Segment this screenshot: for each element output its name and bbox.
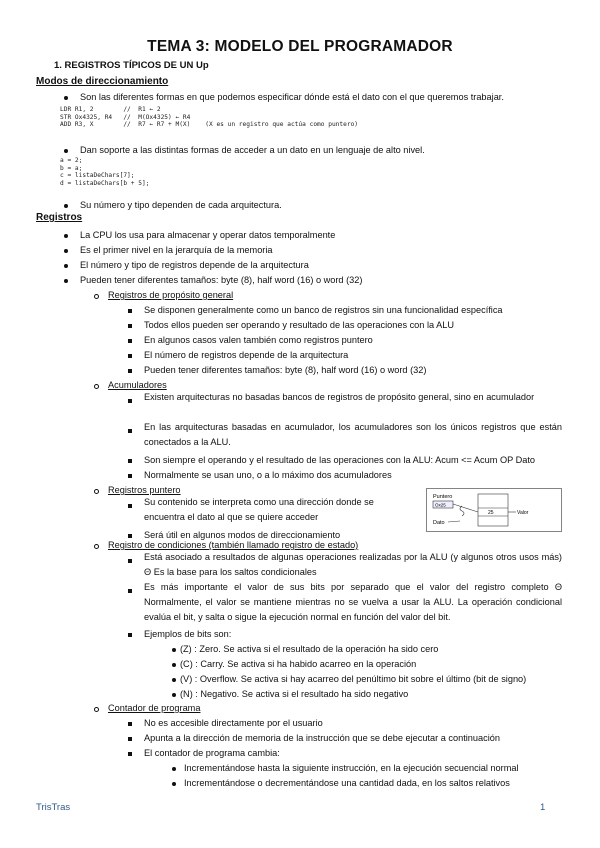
flag-bit-item: (N) : Negativo. Se activa si el resultado ha sido negativo: [180, 689, 409, 699]
puntero-item: Su contenido se interpreta como una dirección donde se encuentra el dato al que se quiere acceder: [144, 497, 374, 522]
condiciones-item: Ejemplos de bits son:: [144, 629, 232, 639]
contador-item: No es accesible directamente por el usuario: [144, 718, 323, 728]
proposito-item: Todos ellos pueden ser operando y resultado de las operaciones con la ALU: [144, 320, 455, 330]
bullet: [172, 693, 176, 697]
square-bullet: [128, 369, 132, 373]
diagram-label-puntero: Puntero: [433, 494, 453, 500]
code-line: ADD R3, X // R7 ← R7 + M(X) (X es un registro que actúa como puntero): [60, 121, 359, 128]
registros-item: La CPU los usa para almacenar y operar datos temporalmente: [80, 230, 336, 240]
diagram-cell-value: 25: [488, 510, 494, 516]
acumuladores-item: Son siempre el operando y el resultado de las operaciones con la ALU: Acum <= Acum OP Dato: [144, 455, 536, 465]
code-block-2: [60, 157, 149, 187]
heading-acumuladores: Acumuladores: [108, 380, 167, 390]
modos-item: Su número y tipo dependen de cada arquitectura.: [80, 200, 282, 210]
proposito-item: Pueden tener diferentes tamaños: byte (8), half word (16) o word (32): [144, 365, 427, 375]
square-bullet: [128, 722, 132, 726]
square-bullet: [128, 589, 132, 593]
bullet: [64, 149, 68, 153]
section-subtitle: 1. REGISTROS TÍPICOS DE UN Up: [54, 60, 209, 71]
square-bullet: [128, 459, 132, 463]
bullet: [64, 204, 68, 208]
square-bullet: [128, 324, 132, 328]
contador-sub-item: Incrementándose o decrementándose una cantidad dada, en los saltos relativos: [184, 778, 510, 788]
bullet: [172, 648, 176, 652]
code-line: a = 2;: [60, 157, 83, 164]
diagram-side-label: Valor: [517, 510, 529, 516]
heading-registros: Registros: [36, 212, 83, 223]
puntero-item: Será útil en algunos modos de direccionamiento: [144, 530, 341, 540]
footer-page-number: 1: [540, 802, 546, 813]
sub-bullet: [94, 489, 99, 494]
modos-item: Son las diferentes formas en que podemos especificar dónde está el dato con el que queremos trabajar.: [80, 92, 504, 102]
square-bullet: [128, 633, 132, 637]
pointer-diagram: [426, 488, 562, 532]
contador-sub-item: Incrementándose hasta la siguiente instrucción, en la ejecución secuencial normal: [184, 763, 519, 773]
acumuladores-item: Existen arquitecturas no basadas bancos de registros de propósito general, sino en acumulador: [144, 392, 535, 402]
diagram-pointer-value: Ox25: [435, 502, 446, 508]
square-bullet: [128, 559, 132, 563]
square-bullet: [128, 474, 132, 478]
bullet: [64, 96, 68, 100]
bullet: [172, 767, 176, 771]
modos-item: Dan soporte a las distintas formas de acceder a un dato en un lenguaje de alto nivel.: [80, 145, 425, 155]
sub-bullet: [94, 707, 99, 712]
bullet: [64, 234, 68, 238]
document-title: TEMA 3: MODELO DEL PROGRAMADOR: [147, 38, 453, 55]
flag-bit-item: (Z) : Zero. Se activa si el resultado de la operación ha sido cero: [180, 644, 439, 654]
flag-bit-item: (V) : Overflow. Se activa si hay acarreo del penúltimo bit sobre el último (bit de signo): [180, 674, 527, 684]
proposito-item: El número de registros depende de la arquitectura: [144, 350, 349, 360]
bullet: [64, 279, 68, 283]
heading-condiciones: Registro de condiciones (también llamado registro de estado): [108, 540, 359, 550]
code-block-1: [60, 106, 358, 129]
code-line: d = listaDeChars[b + 5];: [60, 179, 150, 187]
heading-contador: Contador de programa: [108, 703, 201, 713]
square-bullet: [128, 429, 132, 433]
bullet: [172, 782, 176, 786]
contador-item: El contador de programa cambia:: [144, 748, 280, 758]
registros-item: El número y tipo de registros depende de la arquitectura: [80, 260, 309, 270]
square-bullet: [128, 339, 132, 343]
code-line: c = listaDeChars[7];: [60, 172, 135, 179]
square-bullet: [128, 534, 132, 538]
square-bullet: [128, 504, 132, 508]
square-bullet: [128, 399, 132, 403]
registros-item: Pueden tener diferentes tamaños: byte (8), half word (16) o word (32): [80, 275, 363, 285]
sub-bullet: [94, 384, 99, 389]
registros-item: Es el primer nivel en la jerarquía de la memoria: [80, 245, 273, 255]
proposito-item: En algunos casos valen también como registros puntero: [144, 335, 373, 345]
code-line: b = a;: [60, 164, 83, 172]
heading-modos: Modos de direccionamiento: [36, 76, 169, 87]
flag-bit-item: (C) : Carry. Se activa si ha habido acarreo en la operación: [180, 659, 417, 669]
heading-puntero: Registros puntero: [108, 485, 181, 495]
sub-bullet: [94, 544, 99, 549]
bullet: [172, 663, 176, 667]
sub-bullet: [94, 294, 99, 299]
code-line: LDR R1, 2 // R1 ← 2: [60, 106, 161, 113]
diagram-label-dato: Dato: [433, 520, 445, 526]
bullet: [64, 249, 68, 253]
heading-proposito: Registros de propósito general: [108, 290, 234, 300]
contador-item: Apunta a la dirección de memoria de la instrucción que se debe ejecutar a continuación: [144, 733, 500, 743]
proposito-item: Se disponen generalmente como un banco de registros sin una funcionalidad específica: [144, 305, 503, 315]
square-bullet: [128, 354, 132, 358]
bullet: [172, 678, 176, 682]
condiciones-item: Es más importante el valor de sus bits por separado que el valor del registro completo Θ Normalmente, el valor se mantiene mientras no se vuelva a usar la ALU. La operación condicional evalúa el bit, y salta o sigue la ejecución normal en función del valor del bit.: [144, 582, 562, 622]
code-line: STR Ox4325, R4 // M(Ox4325) ← R4: [60, 113, 191, 121]
acumuladores-item: En las arquitecturas basadas en acumulador, los acumuladores son los únicos registros que están conectados a la ALU.: [144, 422, 562, 447]
square-bullet: [128, 309, 132, 313]
acumuladores-item: Normalmente se usan uno, o a lo máximo dos acumuladores: [144, 470, 392, 480]
footer-author: TrisTras: [36, 802, 71, 813]
condiciones-item: Está asociado a resultados de algunas operaciones realizadas por la ALU (y algunos otros usos más) Θ Es la base para los saltos condicionales: [144, 552, 562, 577]
bullet: [64, 264, 68, 268]
square-bullet: [128, 737, 132, 741]
square-bullet: [128, 752, 132, 756]
